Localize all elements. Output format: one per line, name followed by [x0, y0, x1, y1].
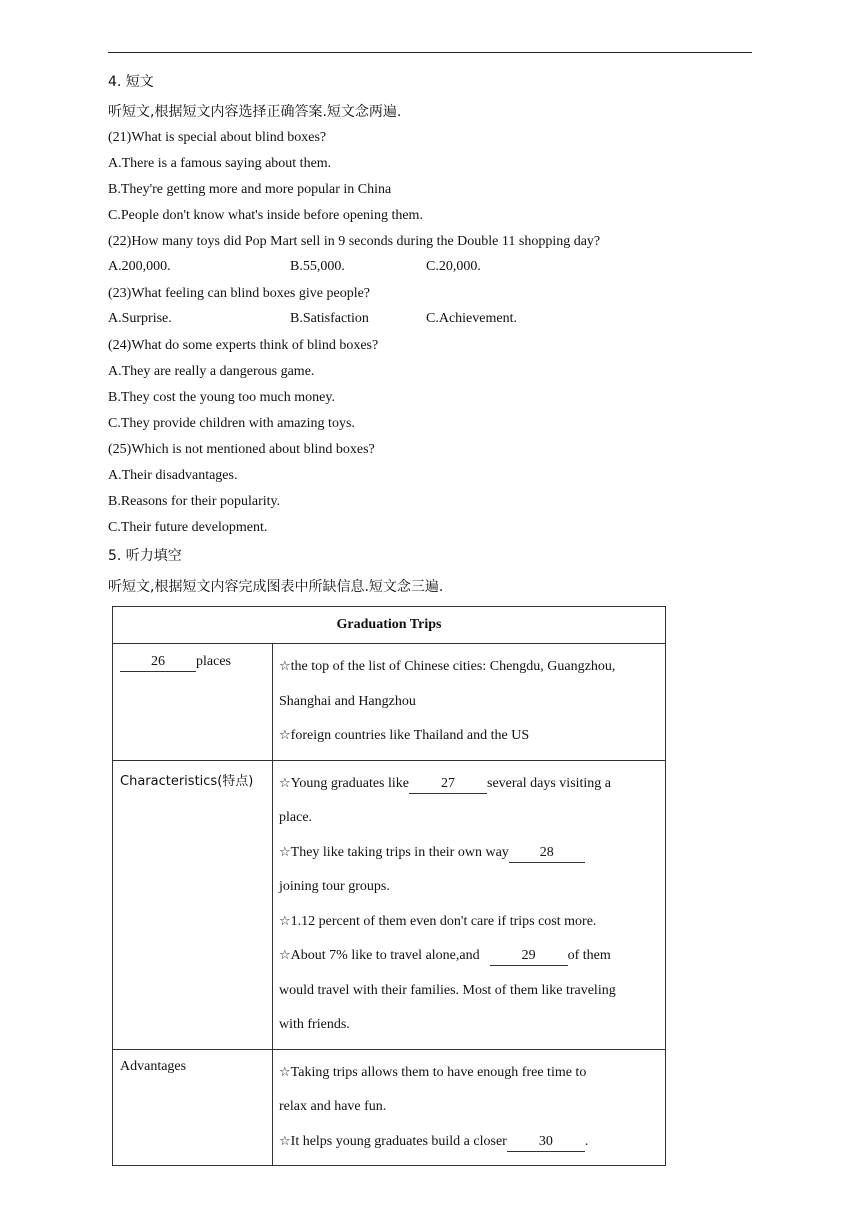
question-25-option-c: C.Their future development.: [108, 520, 268, 535]
question-24-option-a: A.They are really a dangerous game.: [108, 364, 315, 379]
question-23-option-c: C.Achievement.: [426, 311, 517, 326]
char-line-7: would travel with their families. Most of them like traveling: [279, 982, 616, 998]
advantages-label: Advantages: [113, 1049, 273, 1166]
section-5-instruction: 听短文,根据短文内容完成图表中所缺信息.短文念三遍.: [108, 579, 444, 595]
question-24-option-c: C.They provide children with amazing toys.: [108, 416, 355, 431]
star-icon: ☆: [279, 659, 291, 674]
characteristics-content-cell: [273, 760, 666, 1049]
section-5-heading: 5. 听力填空: [108, 548, 182, 564]
blank-30: 30: [507, 1133, 585, 1152]
graduation-trips-table: [112, 606, 666, 1166]
header-rule: [108, 52, 752, 53]
star-icon: ☆: [279, 844, 291, 860]
advantages-content-cell: [273, 1049, 666, 1166]
table-title: Graduation Trips: [113, 607, 666, 644]
star-icon: ☆: [279, 913, 291, 929]
places-line-1: ☆the top of the list of Chinese cities: Chengdu, Guangzhou,: [279, 659, 616, 674]
places-label: places: [196, 654, 231, 669]
places-label-cell: [113, 644, 273, 761]
section-4-instruction: 听短文,根据短文内容选择正确答案.短文念两遍.: [108, 104, 402, 120]
char-line-5: ☆1.12 percent of them even don't care if trips cost more.: [279, 913, 597, 929]
blank-27: 27: [409, 775, 487, 794]
question-25: (25)Which is not mentioned about blind boxes?: [108, 442, 375, 457]
adv-line-3: ☆It helps young graduates build a closer 30 .: [279, 1125, 659, 1160]
question-25-option-b: B.Reasons for their popularity.: [108, 494, 281, 509]
question-21-option-a: A.There is a famous saying about them.: [108, 156, 332, 171]
question-22-option-b: B.55,000.: [290, 259, 345, 274]
question-21: (21)What is special about blind boxes?: [108, 130, 327, 145]
places-content-cell: [273, 644, 666, 761]
question-24-option-b: B.They cost the young too much money.: [108, 390, 335, 405]
question-22: (22)How many toys did Pop Mart sell in 9 seconds during the Double 11 shopping day?: [108, 234, 601, 249]
question-23: (23)What feeling can blind boxes give people?: [108, 286, 371, 301]
blank-26: 26: [120, 653, 196, 672]
blank-28: 28: [509, 844, 585, 863]
star-icon: ☆: [279, 1133, 291, 1149]
section-4-heading: 4. 短文: [108, 74, 154, 90]
adv-line-2: relax and have fun.: [279, 1099, 387, 1114]
question-21-option-b: B.They're getting more and more popular in China: [108, 182, 392, 197]
places-line-3: ☆foreign countries like Thailand and the US: [279, 728, 530, 743]
question-25-option-a: A.Their disadvantages.: [108, 468, 238, 483]
char-line-2: place.: [279, 810, 313, 825]
question-22-option-c: C.20,000.: [426, 259, 481, 274]
star-icon: ☆: [279, 1064, 291, 1080]
char-line-8: with friends.: [279, 1017, 350, 1032]
star-icon: ☆: [279, 948, 291, 963]
char-line-3: ☆They like taking trips in their own way 28: [279, 836, 659, 871]
question-23-option-a: A.Surprise.: [108, 311, 172, 326]
question-24: (24)What do some experts think of blind boxes?: [108, 338, 379, 353]
question-22-option-a: A.200,000.: [108, 259, 171, 274]
char-line-4: joining tour groups.: [279, 879, 390, 894]
char-line-1: ☆Young graduates like 27 several days visiting a: [279, 767, 659, 802]
star-icon: ☆: [279, 728, 291, 743]
char-line-6: ☆About 7% like to travel alone,and 29 of them: [279, 939, 659, 974]
characteristics-label: Characteristics(特点): [113, 760, 273, 1049]
question-21-option-c: C.People don't know what's inside before opening them.: [108, 208, 423, 223]
places-line-2: Shanghai and Hangzhou: [279, 693, 416, 709]
question-23-option-b: B.Satisfaction: [290, 311, 369, 326]
star-icon: ☆: [279, 775, 291, 791]
blank-29: 29: [490, 947, 568, 966]
adv-line-1: ☆Taking trips allows them to have enough free time to: [279, 1064, 587, 1080]
